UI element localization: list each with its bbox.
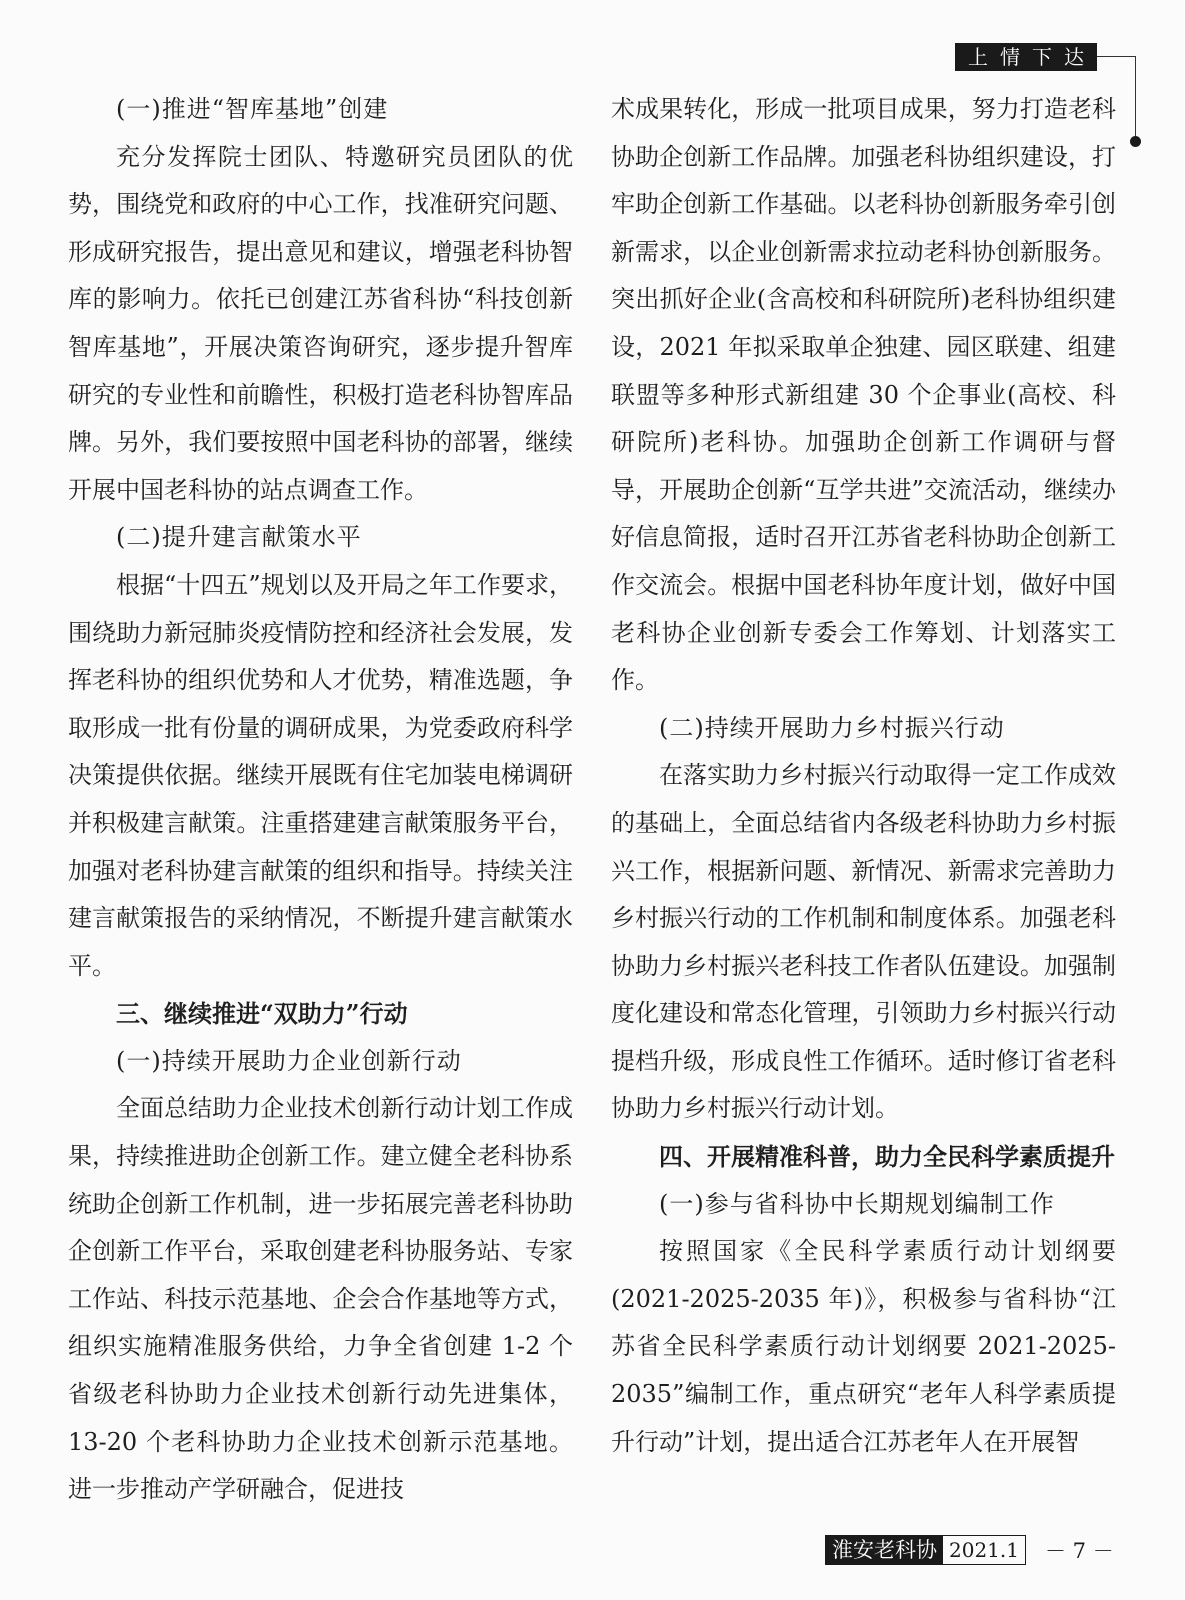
paragraph: 在落实助力乡村振兴行动取得一定工作成效的基础上，全面总结省内各级老科协助力乡村振兴工作，根据新问题、新情况、新需求完善助力乡村振兴行动的工作机制和制度体系。加强老科协助力乡村振兴老科技工作者队伍建设。加强制度化建设和常态化管理，引领助力乡村振兴行动提档升级，形成良性工作循环。适时修订省老科协助力乡村振兴行动计划。 bbox=[611, 761, 1116, 1123]
paragraph: (二)提升建言献策水平 bbox=[116, 523, 362, 552]
right-column bbox=[611, 86, 1116, 1466]
paragraph: 全面总结助力企业技术创新行动计划工作成果，持续推进助企创新工作。建立健全老科协系统助企创新工作机制，进一步拓展完善老科协助企创新工作平台，采取创建老科协服务站、专家工作站、科技示范基地、企会合作基地等方式，组织实施精准服务供给，力争全省创建 1-2 个省级老科协助力企业技术创新行动先进集体，13-20 个老科协助力企业技术创新示范基地。进一步推动产学研融合，促进技 bbox=[68, 1094, 573, 1504]
tag-connector-line-vertical bbox=[1135, 56, 1136, 140]
issue-number: 2021.1 bbox=[949, 1538, 1019, 1562]
journal-name: 淮安老科协 bbox=[826, 1536, 943, 1564]
section-heading: 四、开展精准科普，助力全民科学素质提升 bbox=[659, 1142, 1115, 1172]
paragraph: 充分发挥院士团队、特邀研究员团队的优势，围绕党和政府的中心工作，找准研究问题、形成研究报告，提出意见和建议，增强老科协智库的影响力。依托已创建江苏省科协“科技创新智库基地”，开展决策咨询研究，逐步提升智库研究的专业性和前瞻性，积极打造老科协智库品牌。另外，我们要按照中国老科协的部署，继续开展中国老科协的站点调查工作。 bbox=[68, 142, 573, 504]
page-number: － 7 － bbox=[1045, 1539, 1114, 1563]
section-tag: 上情下达 bbox=[955, 43, 1097, 71]
paragraph: (二)持续开展助力乡村振兴行动 bbox=[659, 713, 1005, 742]
footer-journal-box bbox=[825, 1535, 1026, 1565]
paragraph: 按照国家《全民科学素质行动计划纲要(2021-2025-2035 年)》，积极参与省科协“江苏省全民科学素质行动计划纲要 2021-2025-2035”编制工作，重点研究“老年人科学素质提升行动”计划，提出适合江苏老年人在开展智 bbox=[611, 1237, 1116, 1456]
section-heading: 三、继续推进“双助力”行动 bbox=[116, 999, 408, 1029]
paragraph: (一)持续开展助力企业创新行动 bbox=[116, 1046, 462, 1075]
paragraph: (一)参与省科协中长期规划编制工作 bbox=[659, 1189, 1055, 1218]
left-column bbox=[68, 86, 573, 1514]
paragraph: 术成果转化，形成一批项目成果，努力打造老科协助企创新工作品牌。加强老科协组织建设，打牢助企创新工作基础。以老科协创新服务牵引创新需求，以企业创新需求拉动老科协创新服务。突出抓好企业(含高校和科研院所)老科协组织建设，2021 年拟采取单企独建、园区联建、组建联盟等多种形式新组建 30 个企事业(高校、科研院所)老科协。加强助企创新工作调研与督导，开展助企创新“互学共进”交流活动，继续办好信息简报，适时召开江苏省老科协助企创新工作交流会。根据中国老科协年度计划，做好中国老科协企业创新专委会工作筹划、计划落实工作。 bbox=[611, 95, 1116, 695]
tag-bullet-dot bbox=[1130, 136, 1141, 147]
paragraph: 根据“十四五”规划以及开局之年工作要求，围绕助力新冠肺炎疫情防控和经济社会发展，发挥老科协的组织优势和人才优势，精准选题，争取形成一批有份量的调研成果，为党委政府科学决策提供依据。继续开展既有住宅加装电梯调研并积极建言献策。注重搭建建言献策服务平台，加强对老科协建言献策的组织和指导。持续关注建言献策报告的采纳情况，不断提升建言献策水平。 bbox=[68, 570, 573, 980]
tag-connector-line bbox=[1097, 56, 1135, 57]
paragraph: (一)推进“智库基地”创建 bbox=[116, 95, 389, 123]
